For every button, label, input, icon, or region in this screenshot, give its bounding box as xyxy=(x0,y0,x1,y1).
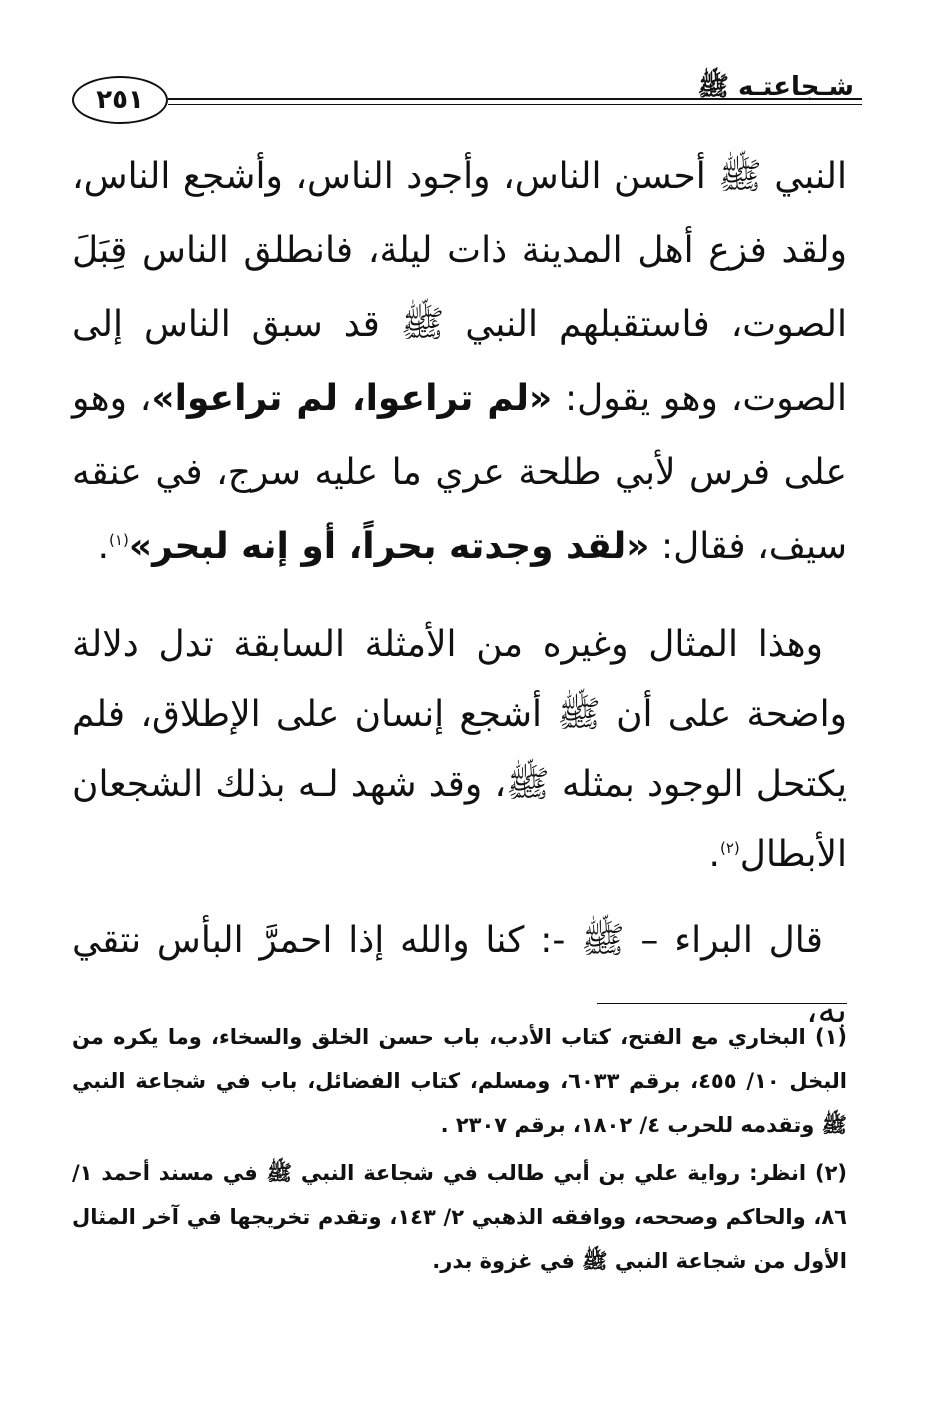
paragraph-1-text-b: ، وهو على فرس لأبي طلحة عري ما عليه سرج، في عنقه سيف، فقال: xyxy=(72,378,847,567)
header-rule xyxy=(168,98,862,100)
footnote-ref-1[interactable]: (١) xyxy=(109,531,129,549)
paragraph-1-text-a: النبي ﷺ أحسن الناس، وأجود الناس، وأشجع الناس، ولقد فزع أهل المدينة ذات ليلة، فانطلق الناس قِبَلَ الصوت، فاستقبلهم النبي ﷺ قد سبق الناس إلى الصوت، وهو يقول: xyxy=(72,156,847,419)
page-number: ٢٥١ xyxy=(72,76,168,124)
paragraph-2-end: . xyxy=(708,834,720,875)
footnote-divider xyxy=(597,1003,847,1004)
paragraph-2-text: وهذا المثال وغيره من الأمثلة السابقة تدل دلالة واضحة على أن ﷺ أشجع إنسان على الإطلاق، فلم يكتحل الوجود بمثله ﷺ، وقد شهد لـه بذلك الشجعان الأبطال xyxy=(72,624,847,875)
paragraph-3: قال البراء – ﷺ -: كنا والله إذا احمرَّ البأس نتقي به، xyxy=(72,920,847,1031)
paragraph-1 xyxy=(72,140,847,584)
footnote-ref-2[interactable]: (٢) xyxy=(720,839,740,857)
paragraph-2 xyxy=(72,610,847,890)
page-header xyxy=(72,62,862,132)
footnote-1: (١) البخاري مع الفتح، كتاب الأدب، باب حسن الخلق والسخاء، وما يكره من البخل ١٠/ ٤٥٥، برقم ٦٠٣٣، ومسلم، كتاب الفضائل، باب في شجاعة النبي ﷺ وتقدمه للحرب ٤/ ١٨٠٢، برقم ٢٣٠٧ . xyxy=(72,1025,847,1137)
footnotes xyxy=(72,1015,847,1283)
header-rule-thin xyxy=(168,104,862,105)
hadith-quote-2: «لقد وجدته بحراً، أو إنه لبحر» xyxy=(128,526,650,567)
main-text xyxy=(72,140,847,1046)
paragraph-1-end: . xyxy=(97,526,110,567)
footnote-2: (٢) انظر: رواية علي بن أبي طالب في شجاعة النبي ﷺ في مسند أحمد ١/ ٨٦، والحاكم وصححه، ووافقه الذهبي ٢/ ١٤٣، وتقدم تخريجها في آخر المثال الأول من شجاعة النبي ﷺ في غزوة بدر. xyxy=(72,1161,847,1273)
hadith-quote-1: «لم تراعوا، لم تراعوا» xyxy=(151,378,553,419)
running-title: شـجاعتـه ﷺ xyxy=(697,72,854,102)
